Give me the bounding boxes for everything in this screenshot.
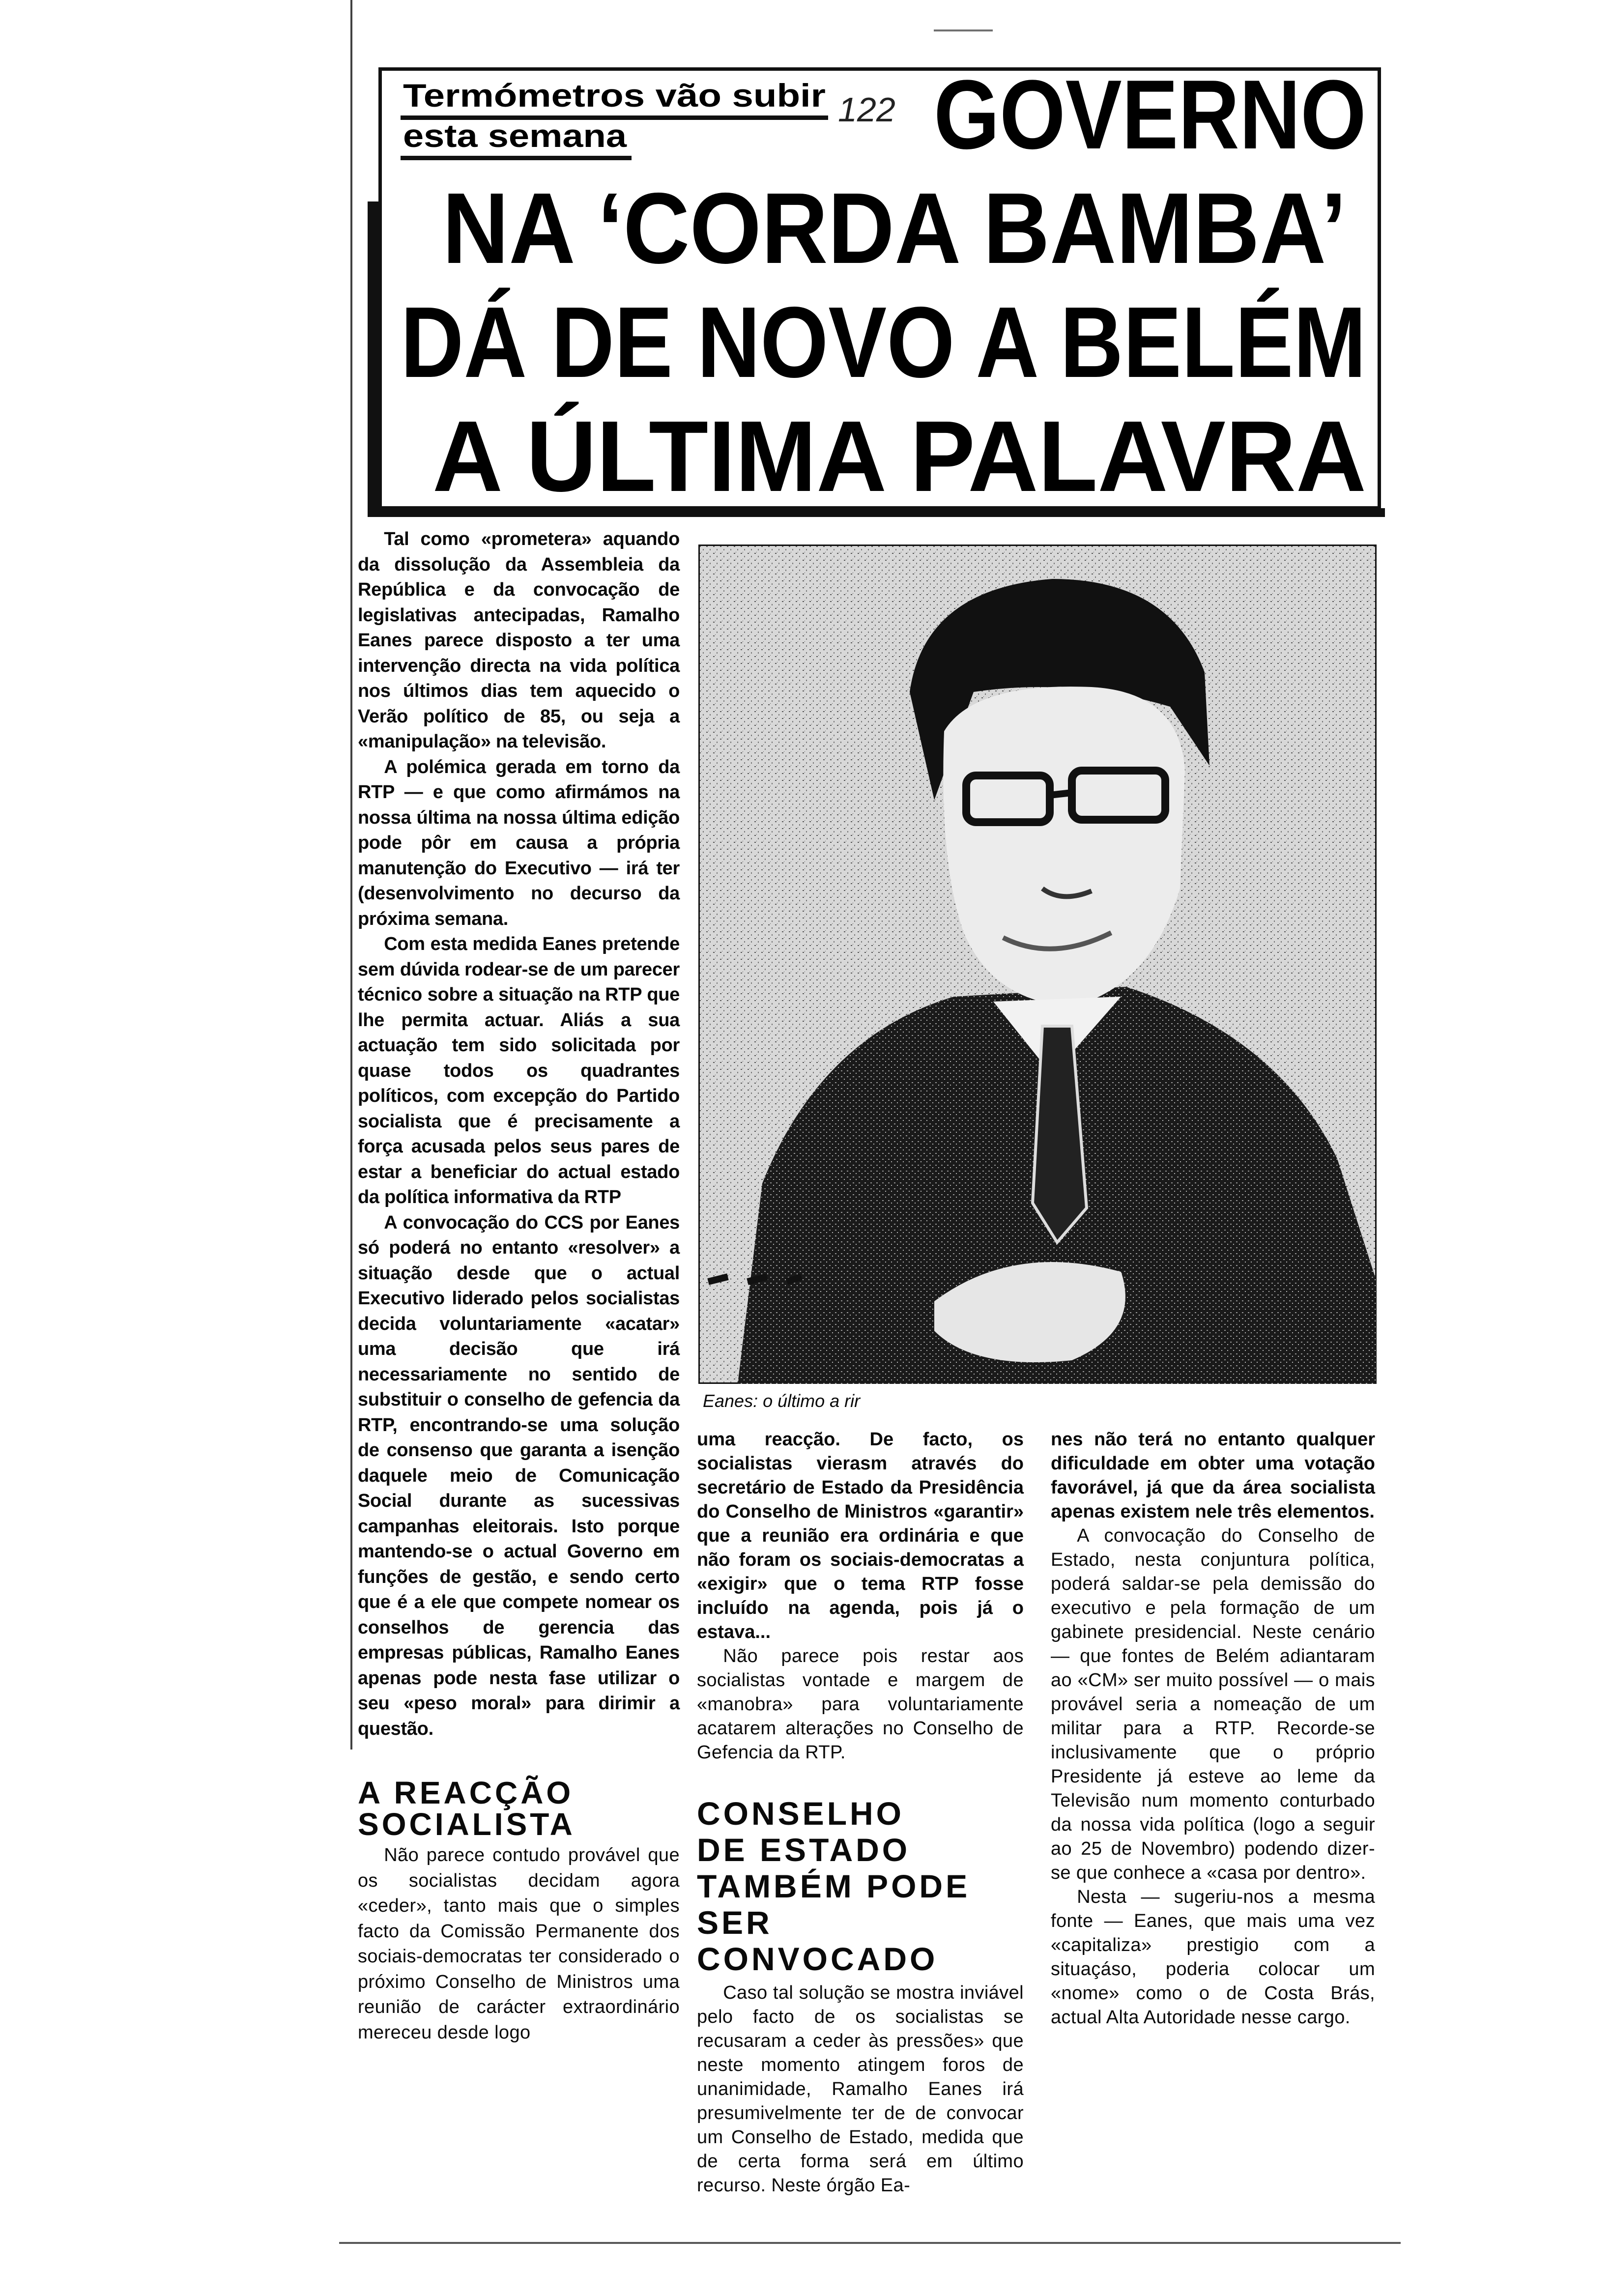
subheading-line: SER CONVOCADO: [697, 1904, 938, 1977]
paragraph: uma reacção. De facto, os socialistas vierasm através do secretário de Estado da Presidência do Conselho de Ministros «garantir» que a reunião era ordinária e que não foram os sociais-democratas a «exigir» que o tema RTP fosse incluído na agenda, pois já o estava...: [697, 1429, 1024, 1642]
subheading-line: CONSELHO: [697, 1795, 905, 1832]
article-column-2: [697, 1428, 1024, 2198]
kicker-line-2: esta semana: [403, 117, 628, 154]
paragraph: Nesta — sugeriu-nos a mesma fonte — Eanes, que mais uma vez «capitaliza» prestigio com a situaçáso, poderia colocar um «nome» como o de Costa Brás, actual Alta Autoridade nesse cargo.: [1051, 1887, 1375, 2028]
left-margin-rule: [350, 0, 352, 1750]
headline-box-shadow-left: [368, 201, 379, 515]
bottom-rule: [339, 2242, 1401, 2244]
paragraph: A convocação do Conselho de Estado, nesta conjuntura política, poderá saldar-se pela demissão do executivo e pela formação de um gabinete presidencial. Neste cenário — que fontes de Belém adiantaram ao «CM» ser muito possível — o mais provável seria a nomeação de um militar para a RTP. Recorde-se inclusivamente que o próprio Presidente já esteve ao leme da Televisão num momento conturbado da nossa vida política (logo a seguir ao 25 de Novembro) podendo dizer-se que conhece a «casa por dentro».: [1051, 1525, 1375, 1883]
paragraph: Com esta medida Eanes pretende sem dúvida rodear-se de um parecer técnico sobre a situação na RTP que lhe permita actuar. Aliás a sua actuação tem sido solicitada por quase todos os quadrantes políticos, com excepção do Partido socialista que é precisamente a força acusada pelos seus pares de estar a beneficiar do actual estado da política informativa da RTP: [358, 934, 680, 1207]
article-column-1: [358, 527, 680, 2045]
paragraph: Não parece contudo provável que os socialistas decidam agora «ceder», tanto mais que o simples facto da Comissão Permanente dos sociais-democratas ter considerado o próximo Conselho de Ministros uma reunião de carácter extraordinário mereceu desde logo: [358, 1845, 680, 2043]
headline: [378, 60, 1381, 513]
subheading-conselho-de-estado: [697, 1795, 1024, 1977]
paragraph: A convocação do CCS por Eanes só poderá no entanto «resolver» a situação desde que o actual Executivo liderado pelos socialistas decida voluntariamente «acatar» uma decisão que irá necessariamente no sentido de substituir o conselho de gefencia da RTP, encontrando-se uma solução de consenso que garanta a isenção daquele meio de Comunicação Social durante as sucessivas campanhas eleitorais. Isto porque mantendo-se o actual Governo em funções de gestão, e sendo certo que é a ele que compete nomear os conselhos de gerencia das empresas públicas, Ramalho Eanes apenas pode nesta fase utilizar o seu «peso moral» para dirimir a questão.: [358, 1212, 680, 1739]
headline-line-2: NA ‘CORDA BAMBA’: [442, 172, 1347, 285]
kicker-line-1: Termómetros vão subir: [403, 77, 826, 114]
headline-line-1: GOVERNO: [934, 60, 1366, 170]
subheading-line: TAMBÉM PODE: [697, 1868, 971, 1904]
subheading-reaccao-socialista: A REACÇÃO SOCIALISTA: [358, 1775, 576, 1842]
paragraph: Caso tal solução se mostra inviável pelo facto de os socialistas se recusaram a ceder às pressões» que neste momento atingem foros de unanimidade, Ramalho Eanes irá presumivelmente ter de de convocar um Conselho de Estado, medida que de certa forma será em último recurso. Neste órgão Ea-: [697, 1982, 1024, 2196]
photo-eanes: [698, 545, 1377, 1384]
top-scan-mark: [934, 29, 993, 31]
paragraph: nes não terá no entanto qualquer dificuldade em obter uma votação favorável, já que da área socialista apenas existem nele três elementos.: [1051, 1429, 1375, 1522]
kicker-underline-2: [401, 156, 632, 160]
subheading-line: DE ESTADO: [697, 1832, 911, 1868]
paragraph: Tal como «prometera» aquando da dissolução da Assembleia da República e da convocação de legislativas antecipadas, Ramalho Eanes parece disposto a ter uma intervenção directa na vida política nos últimos dias tem aquecido o Verão político de 85, ou seja a «manipulação» na televisão.: [358, 529, 680, 752]
photo-caption: Eanes: o último a rir: [703, 1391, 861, 1411]
paragraph: A polémica gerada em torno da RTP — e que como afirmámos na nossa última na nossa última edição pode pôr em causa a própria manutenção do Executivo — irá ter (desenvolvimento no decurso da próxima semana.: [358, 756, 680, 929]
paragraph: Não parece pois restar aos socialistas vontade e margem de «manobra» para voluntariamente acatarem alterações no Conselho de Gefencia da RTP.: [697, 1646, 1024, 1763]
article-column-3: [1051, 1428, 1375, 2030]
headline-line-4: A ÚLTIMA PALAVRA: [432, 400, 1366, 513]
headline-line-3: DÁ DE NOVO A BELÉM: [401, 286, 1366, 399]
handwritten-note: 122: [838, 90, 895, 129]
